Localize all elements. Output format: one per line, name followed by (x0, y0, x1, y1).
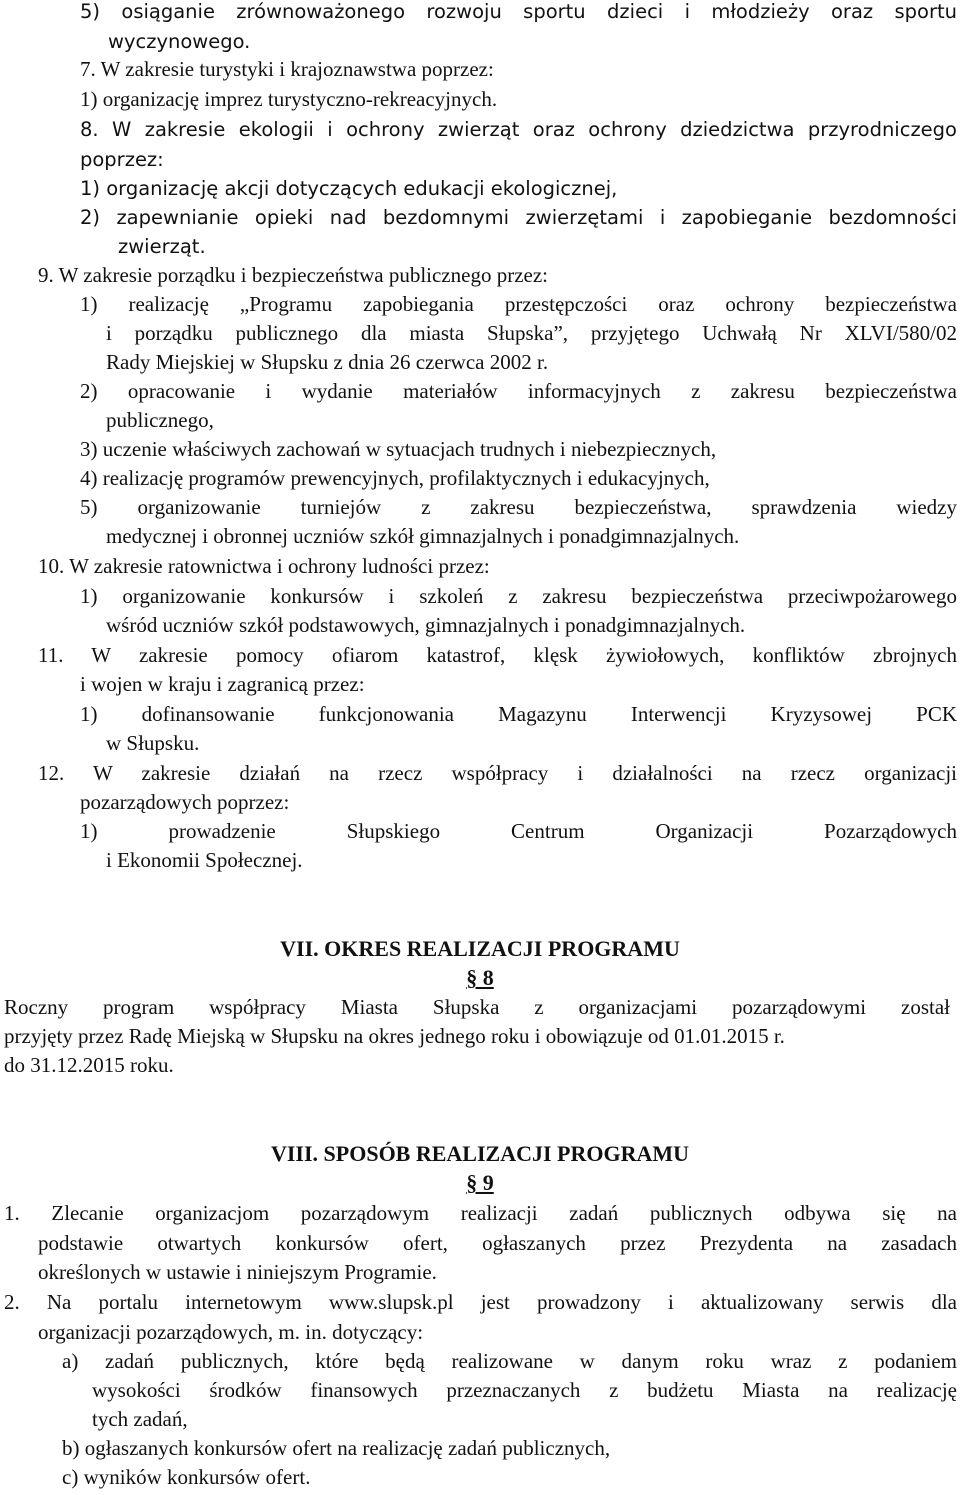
body-text: przyjęty przez Radę Miejską w Słupsku na okres jednego roku i obowiązuje od 01.01.2015 r. (4, 1024, 785, 1048)
paragraph-number: § 9 (466, 1170, 494, 1195)
chapter-title: VII. OKRES REALIZACJI PROGRAMU (280, 936, 680, 961)
list-item: 1) organizowanie konkursów i szkoleń z zakresu bezpieczeństwa przeciwpożarowego (80, 584, 957, 608)
list-item: b) ogłaszanych konkursów ofert na realizację zadań publicznych, (62, 1436, 611, 1460)
list-item-cont: w Słupsku. (106, 731, 200, 755)
list-item-cont: wyczynowego. (108, 30, 251, 53)
list-item: 2) zapewnianie opieki nad bezdomnymi zwierzętami i zapobieganie bezdomności (80, 206, 957, 229)
list-item-cont: i porządku publicznego dla miasta Słupska”, przyjętego Uchwałą Nr XLVI/580/02 (106, 321, 957, 345)
list-item: 3) uczenie właściwych zachowań w sytuacjach trudnych i niebezpiecznych, (80, 437, 717, 461)
list-item-cont: medycznej i obronnej uczniów szkół gimnazjalnych i ponadgimnazjalnych. (106, 524, 740, 548)
section-heading-cont: poprzez: (80, 148, 164, 171)
list-item: 2) opracowanie i wydanie materiałów informacyjnych z zakresu bezpieczeństwa (80, 379, 957, 403)
section-heading-cont: pozarządowych poprzez: (80, 790, 290, 814)
list-item: 5) osiąganie zrównoważonego rozwoju sportu dzieci i młodzieży oraz sportu (80, 0, 957, 23)
list-item-cont: wysokości środków finansowych przeznaczanych z budżetu Miasta na realizację (92, 1378, 957, 1402)
list-item-cont: Rady Miejskiej w Słupsku z dnia 26 czerwca 2002 r. (106, 350, 549, 374)
body-text: organizacji pozarządowych, m. in. dotyczący: (38, 1320, 424, 1344)
list-item-cont: zwierząt. (118, 235, 206, 258)
list-item: 1) realizację „Programu zapobiegania przestępczości oraz ochrony bezpieczeństwa (80, 292, 957, 316)
list-item: a) zadań publicznych, które będą realizowane w danym roku wraz z podaniem (62, 1349, 957, 1373)
section-heading-cont: i wojen w kraju i zagranicą przez: (80, 672, 365, 696)
body-text: określonych w ustawie i niniejszym Programie. (38, 1260, 437, 1284)
list-item: 1) organizację imprez turystyczno-rekreacyjnych. (80, 87, 498, 111)
section-heading: 10. W zakresie ratownictwa i ochrony ludności przez: (38, 554, 490, 578)
list-item: 1) organizację akcji dotyczących edukacji ekologicznej, (80, 177, 618, 200)
list-item: 4) realizację programów prewencyjnych, profilaktycznych i edukacyjnych, (80, 466, 710, 490)
list-item-cont: i Ekonomii Społecznej. (106, 848, 303, 872)
body-text: 2. Na portalu internetowym www.slupsk.pl jest prowadzony i aktualizowany serwis dla (4, 1290, 957, 1314)
list-item: 1) prowadzenie Słupskiego Centrum Organizacji Pozarządowych (80, 819, 957, 843)
chapter-title: VIII. SPOSÓB REALIZACJI PROGRAMU (270, 1141, 690, 1166)
list-item-cont: publicznego, (106, 408, 214, 432)
list-item: c) wyników konkursów ofert. (62, 1465, 311, 1489)
section-heading: 12. W zakresie działań na rzecz współpracy i działalności na rzecz organizacji (38, 761, 957, 785)
list-item: 5) organizowanie turniejów z zakresu bezpieczeństwa, sprawdzenia wiedzy (80, 495, 957, 519)
list-item: 1) dofinansowanie funkcjonowania Magazynu Interwencji Kryzysowej PCK (80, 702, 957, 726)
section-heading: 9. W zakresie porządku i bezpieczeństwa publicznego przez: (38, 263, 548, 287)
body-text: do 31.12.2015 roku. (4, 1053, 174, 1077)
body-text: podstawie otwartych konkursów ofert, ogłaszanych przez Prezydenta na zasadach (38, 1231, 957, 1255)
list-item-cont: tych zadań, (92, 1407, 188, 1431)
body-text: 1. Zlecanie organizacjom pozarządowym realizacji zadań publicznych odbywa się na (4, 1201, 957, 1225)
list-item-cont: wśród uczniów szkół podstawowych, gimnazjalnych i ponadgimnazjalnych. (106, 613, 746, 637)
section-heading: 8. W zakresie ekologii i ochrony zwierząt oraz ochrony dziedzictwa przyrodniczego (80, 118, 957, 141)
body-text: Roczny program współpracy Miasta Słupska z organizacjami pozarządowymi został (4, 995, 950, 1019)
section-heading: 11. W zakresie pomocy ofiarom katastrof, klęsk żywiołowych, konfliktów zbrojnych (38, 643, 957, 667)
section-heading: 7. W zakresie turystyki i krajoznawstwa poprzez: (80, 57, 494, 81)
paragraph-number: § 8 (466, 965, 494, 990)
